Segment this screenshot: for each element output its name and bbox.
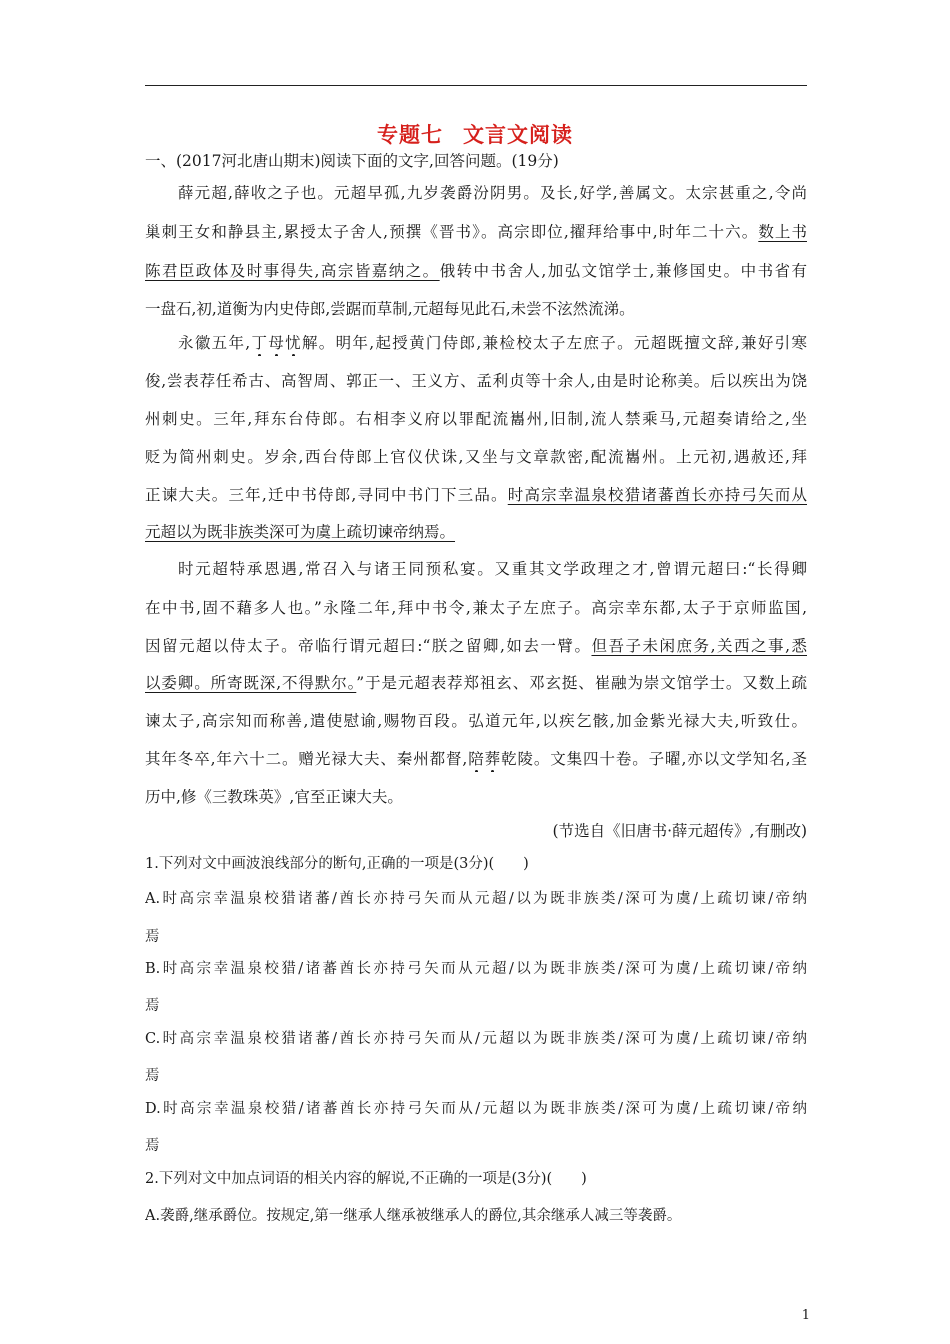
passage-text: 其年冬卒,年六十二。赠光禄大夫、秦州都督, [145, 750, 468, 768]
passage-line: 薛元超,薛收之子也。元超早孤,九岁袭爵汾阴男。及长,好学,善属文。太宗甚重之,令尚 [178, 184, 807, 202]
source-citation: (节选自《旧唐书·薛元超传》,有删改) [552, 822, 807, 840]
passage-text: 因留元超以侍太子。帝临行谓元超曰:“朕之留卿,如去一臂。 [145, 637, 592, 655]
title-part1: 专题七 [377, 123, 443, 147]
underlined-sentence: 以委卿。所寄既深,不得默尔。 [145, 674, 357, 692]
dotted-char: 葬 [484, 750, 502, 768]
passage-line [145, 633, 807, 659]
option-1a: A.时高宗幸温泉校猎诸蕃/酋长亦持弓矢而从元超/以为既非族类/深可为虞/上疏切谏/帝纳 [145, 891, 807, 907]
passage-line [145, 670, 807, 696]
passage-line [145, 219, 807, 245]
option-1c-cont: 焉 [145, 1068, 160, 1084]
passage-line: 在中书,固不藉多人也。”永隆二年,拜中书令,兼太子左庶子。高宗幸东都,太子于京师监国, [145, 599, 807, 617]
passage-line [145, 519, 807, 545]
passage-line [145, 482, 807, 508]
passage-line: 一盘石,初,道衡为内史侍郎,尝踞而草制,元超每见此石,未尝不泫然流涕。 [145, 300, 635, 318]
dotted-char: 丁 [250, 334, 269, 352]
dotted-char: 忧 [285, 334, 302, 352]
passage-text: ”于是元超表荐郑祖玄、邓玄挺、崔融为崇文馆学士。又数上疏 [356, 674, 807, 692]
passage-line [178, 330, 807, 356]
passage-line: 贬为简州刺史。岁余,西台侍郎上官仪伏诛,又坐与文章款密,配流巂州。上元初,遇赦还,拜 [145, 448, 807, 466]
title-part2: 文言文阅读 [463, 123, 573, 147]
passage-line: 时元超特承恩遇,常召入与诸王同预私宴。又重其文学政理之才,曾谓元超曰:“长得卿 [178, 560, 807, 578]
option-1d: D.时高宗幸温泉校猎/诸蕃酋长亦持弓矢而从/元超以为既非族类/深可为虞/上疏切谏/帝纳 [145, 1101, 807, 1117]
passage-text: 永徽五年, [178, 334, 251, 352]
option-1d-cont: 焉 [145, 1138, 160, 1154]
passage-text: 正谏大夫。三年,迁中书侍郎,寻同中书门下三品。 [145, 486, 508, 504]
wavy-underlined-sentence: 元超以为既非族类深可为虞上疏切谏帝纳焉。 [145, 523, 456, 541]
dotted-char: 母 [268, 334, 286, 352]
dotted-char: 陪 [467, 750, 485, 768]
option-1b-cont: 焉 [145, 998, 160, 1014]
passage-line: 州刺史。三年,拜东台侍郎。右相李义府以罪配流巂州,旧制,流人禁乘马,元超奏请给之,坐 [145, 410, 807, 428]
option-1a-cont: 焉 [145, 929, 160, 945]
passage-line: 谏太子,高宗知而称善,遣使慰谕,赐物百段。弘道元年,以疾乞骸,加金紫光禄大夫,听致仕。 [145, 712, 807, 730]
passage-text: 巢刺王女和静县主,累授太子舍人,预撰《晋书》。高宗即位,擢拜给事中,时年二十六。 [145, 223, 759, 241]
passage-line [145, 746, 807, 772]
passage-line: 历中,修《三教珠英》,官至正谏大夫。 [145, 788, 403, 806]
passage-text: 乾陵。文集四十卷。子曜,亦以文学知名,圣 [501, 750, 807, 768]
page-number: 1 [801, 1308, 810, 1323]
underlined-sentence: 但吾子未闲庶务,关西之事,悉 [591, 637, 807, 655]
passage-line [145, 258, 807, 284]
underlined-sentence: 陈君臣政体及时事得失,高宗皆嘉纳之。 [145, 262, 440, 280]
option-2a: A.袭爵,继承爵位。按规定,第一继承人继承被继承人的爵位,其余继承人减三等袭爵。 [145, 1208, 682, 1224]
option-1b: B.时高宗幸温泉校猎/诸蕃酋长亦持弓矢而从元超/以为既非族类/深可为虞/上疏切谏/帝纳 [145, 961, 807, 977]
underlined-sentence: 数上书 [758, 223, 807, 241]
passage-text: 解。明年,起授黄门侍郎,兼检校太子左庶子。元超既擅文辞,兼好引寒 [301, 334, 807, 352]
section-intro: 一、(2017河北唐山期末)阅读下面的文字,回答问题。(19分) [145, 152, 559, 170]
option-1c: C.时高宗幸温泉校猎诸蕃/酋长亦持弓矢而从/元超以为既非族类/深可为虞/上疏切谏/帝纳 [145, 1031, 807, 1047]
passage-line: 俊,尝表荐任希古、高智周、郭正一、王义方、孟利贞等十余人,由是时论称美。后以疾出为饶 [145, 372, 807, 390]
passage-text: 俄转中书舍人,加弘文馆学士,兼修国史。中书省有 [439, 262, 807, 280]
header-rule [145, 85, 807, 86]
question-1: 1.下列对文中画波浪线部分的断句,正确的一项是(3分)( ) [145, 856, 529, 872]
question-2: 2.下列对文中加点词语的相关内容的解说,不正确的一项是(3分)( ) [145, 1171, 587, 1187]
page-title [0, 119, 950, 149]
wavy-underlined-sentence: 时高宗幸温泉校猎诸蕃酋长亦持弓矢而从 [507, 486, 807, 504]
